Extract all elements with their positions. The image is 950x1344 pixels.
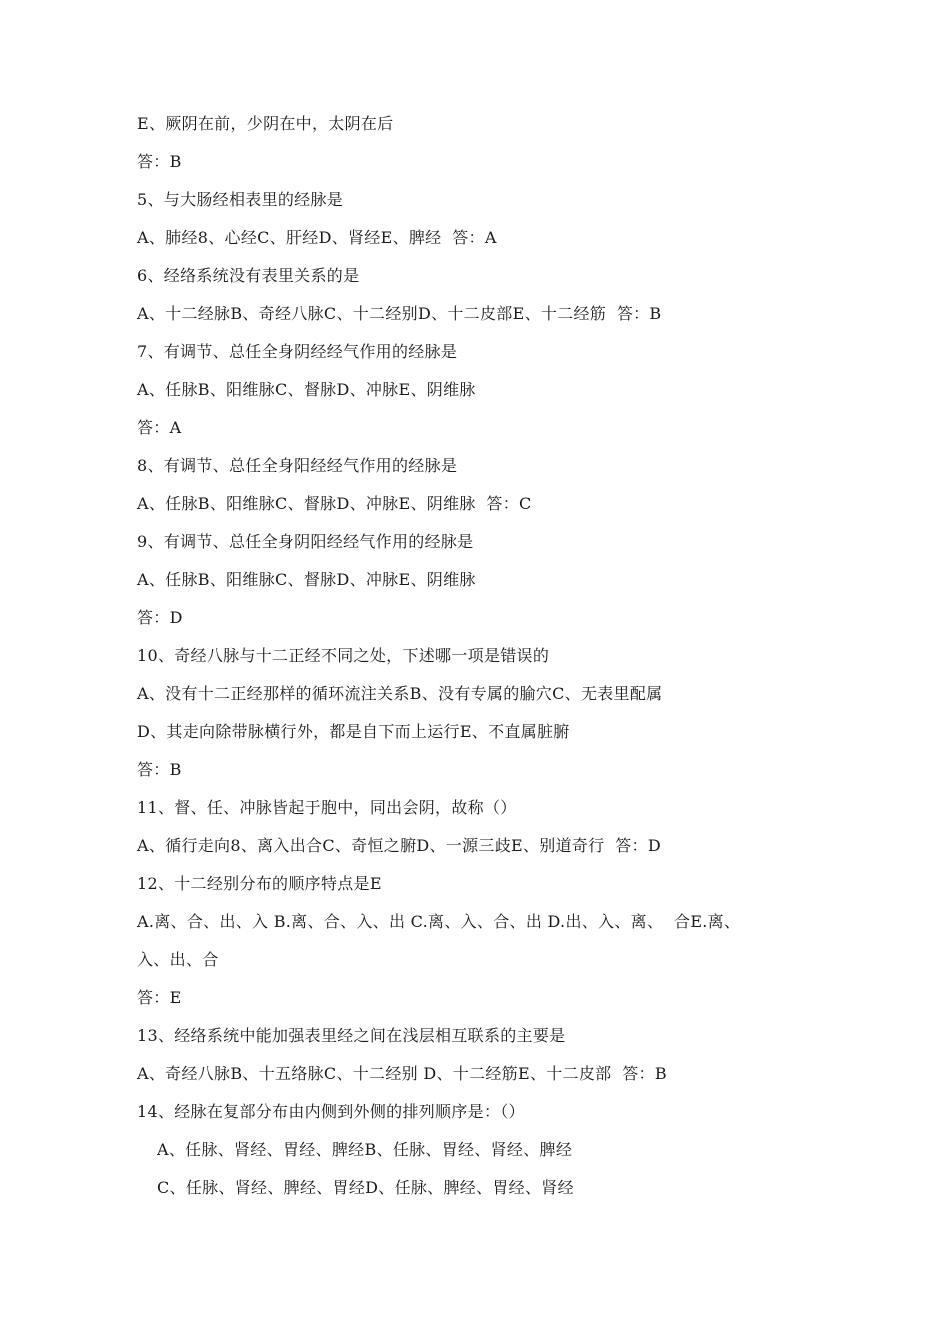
answer-line: 答：D bbox=[137, 608, 183, 627]
question-line: 7、有调节、总任全身阴经经气作用的经脉是 bbox=[137, 342, 458, 361]
question-line: 10、奇经八脉与十二正经不同之处，下述哪一项是错误的 bbox=[137, 646, 550, 665]
answer-line: 答：B bbox=[137, 152, 182, 171]
answer-line: 答：B bbox=[137, 760, 182, 779]
options-line: 入、出、合 bbox=[137, 950, 219, 969]
options-line: C、任脉、肾经、脾经、胃经D、任脉、脾经、胃经、肾经 bbox=[157, 1178, 574, 1197]
options-line: A、任脉、肾经、胃经、脾经B、任脉、胃经、肾经、脾经 bbox=[157, 1140, 573, 1159]
options-line: A、循行走向8、离入出合C、奇恒之腑D、一源三歧E、别道奇行 答：D bbox=[137, 836, 661, 855]
options-line: D、其走向除带脉横行外，都是自下而上运行E、不直属脏腑 bbox=[137, 722, 570, 741]
question-line: 9、有调节、总任全身阴阳经经气作用的经脉是 bbox=[137, 532, 474, 551]
question-line: 8、有调节、总任全身阳经经气作用的经脉是 bbox=[137, 456, 458, 475]
question-line: 13、经络系统中能加强表里经之间在浅层相互联系的主要是 bbox=[137, 1026, 566, 1045]
options-line: A、任脉B、阳维脉C、督脉D、冲脉E、阴维脉 bbox=[137, 380, 476, 399]
options-line: A、肺经8、心经C、肝经D、肾经E、脾经 答：A bbox=[137, 228, 497, 247]
options-line: A、没有十二正经那样的循环流注关系B、没有专属的腧穴C、无表里配属 bbox=[137, 684, 663, 703]
question-line: 6、经络系统没有表里关系的是 bbox=[137, 266, 360, 285]
options-line: A、任脉B、阳维脉C、督脉D、冲脉E、阴维脉 bbox=[137, 570, 476, 589]
question-line: 5、与大肠经相表里的经脉是 bbox=[137, 190, 344, 209]
question-line: 12、十二经别分布的顺序特点是E bbox=[137, 874, 382, 893]
question-line: 14、经脉在复部分布由内侧到外侧的排列顺序是：（） bbox=[137, 1102, 525, 1121]
text-line: E、厥阴在前，少阴在中，太阴在后 bbox=[137, 114, 394, 133]
options-line: A、十二经脉B、奇经八脉C、十二经别D、十二皮部E、十二经筋 答：B bbox=[137, 304, 662, 323]
question-line: 11、督、任、冲脉皆起于胞中，同出会阴，故称（） bbox=[137, 798, 517, 817]
options-line: A.离、合、出、入 B.离、合、入、出 C.离、入、合、出 D.出、入、离、 合E.离、 bbox=[137, 912, 741, 931]
answer-line: 答：A bbox=[137, 418, 182, 437]
options-line: A、奇经八脉B、十五络脉C、十二经别 D、十二经筋E、十二皮部 答：B bbox=[137, 1064, 667, 1083]
options-line: A、任脉B、阳维脉C、督脉D、冲脉E、阴维脉 答：C bbox=[137, 494, 532, 513]
answer-line: 答：E bbox=[137, 988, 182, 1007]
